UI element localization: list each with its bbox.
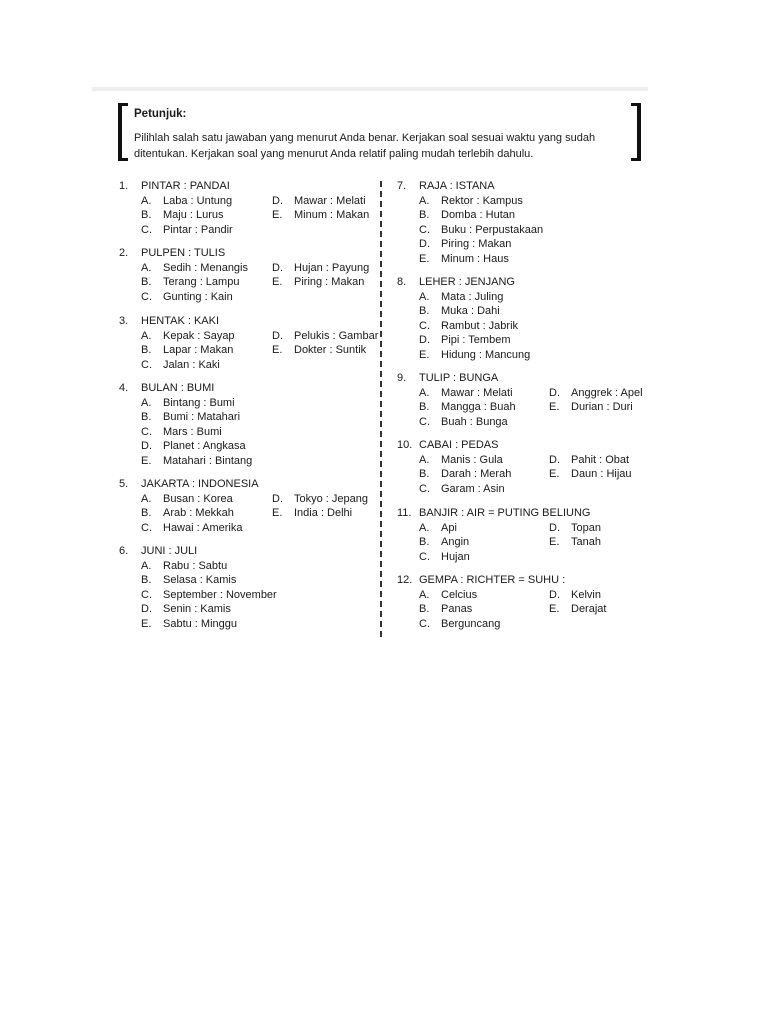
option-letter: B.	[141, 276, 152, 288]
option-text: Terang : Lampu	[163, 276, 240, 288]
option-text: Domba : Hutan	[441, 209, 515, 221]
option-text: Mangga : Buah	[441, 401, 516, 413]
answer-option[interactable]	[141, 492, 233, 507]
instructions-title: Petunjuk:	[134, 108, 187, 120]
option-text: Api	[441, 521, 457, 534]
option-letter: E.	[272, 507, 283, 519]
question-text: PULPEN : TULIS	[141, 247, 226, 259]
option-text: Daun : Hijau	[571, 468, 632, 480]
question-4	[119, 381, 369, 471]
left-bracket	[118, 103, 128, 161]
option-text: Bumi : Matahari	[163, 411, 241, 423]
option-text: Dokter : Suntik	[294, 344, 367, 356]
option-letter: B.	[419, 305, 430, 317]
option-letter: D.	[141, 440, 152, 452]
answer-option[interactable]	[141, 454, 252, 469]
question-text: PINTAR : PANDAI	[141, 180, 230, 192]
option-text: Hidung : Mancung	[441, 348, 531, 361]
option-letter: C.	[141, 588, 152, 601]
answer-option[interactable]	[419, 208, 515, 223]
option-text: Jalan : Kaki	[163, 358, 220, 371]
question-number: 7.	[397, 180, 407, 192]
option-letter: B.	[141, 411, 152, 423]
instructions-text: Pilihlah salah satu jawaban yang menurut Anda benar. Kerjakan soal sesuai waktu yang sudah ditentukan. Kerjakan soal yang menurut Anda relatif paling mudah terlebih dahulu.	[134, 132, 596, 160]
answer-option[interactable]	[141, 425, 222, 440]
answer-option[interactable]	[141, 343, 233, 358]
option-letter: E.	[419, 348, 430, 361]
option-letter: A.	[419, 521, 430, 534]
question-number: 12.	[397, 574, 413, 586]
question-stem	[119, 314, 369, 329]
answer-option[interactable]	[141, 275, 239, 290]
option-text: Anggrek : Apel	[571, 386, 643, 399]
option-letter: E.	[141, 454, 152, 467]
answer-option[interactable]	[141, 208, 224, 223]
option-letter: A.	[419, 194, 430, 207]
option-text: India : Delhi	[294, 507, 353, 519]
option-text: Rabu : Sabtu	[163, 559, 228, 572]
answer-option[interactable]	[419, 319, 518, 334]
option-text: Muka : Dahi	[441, 305, 500, 317]
answer-option[interactable]	[272, 194, 366, 209]
answer-option[interactable]	[549, 400, 633, 415]
option-text: Mawar : Melati	[294, 194, 366, 207]
answer-option[interactable]	[419, 194, 523, 209]
option-letter: B.	[419, 401, 430, 413]
option-letter: D.	[272, 194, 283, 207]
answer-option[interactable]	[419, 588, 477, 603]
option-letter: A.	[419, 386, 430, 399]
option-text: Panas	[441, 603, 473, 615]
option-letter: A.	[141, 492, 152, 505]
answer-option[interactable]	[141, 617, 237, 632]
answer-option[interactable]	[141, 396, 235, 411]
answer-option[interactable]	[419, 400, 516, 415]
answer-option[interactable]	[141, 521, 242, 536]
option-letter: C.	[419, 550, 430, 563]
option-letter: E.	[272, 344, 283, 356]
option-letter: D.	[419, 334, 430, 346]
answer-option[interactable]	[419, 304, 500, 319]
answer-option[interactable]	[419, 386, 513, 401]
answer-option[interactable]	[419, 467, 511, 482]
option-text: Busan : Korea	[163, 492, 233, 505]
option-text: Maju : Lurus	[163, 209, 224, 221]
option-text: Buah : Bunga	[441, 415, 508, 428]
option-text: Tokyo : Jepang	[294, 492, 368, 505]
option-text: Durian : Duri	[571, 401, 633, 413]
question-stem	[397, 275, 647, 290]
option-text: Angin	[441, 536, 470, 548]
option-letter: A.	[141, 194, 152, 207]
answer-option[interactable]	[419, 602, 472, 617]
option-text: Bintang : Bumi	[163, 396, 235, 409]
question-number: 6.	[119, 545, 129, 557]
answer-option[interactable]	[419, 550, 470, 565]
option-letter: C.	[419, 319, 430, 332]
top-rule	[92, 87, 648, 91]
answer-option[interactable]	[141, 194, 232, 209]
option-letter: E.	[549, 603, 560, 615]
option-letter: A.	[141, 261, 152, 274]
option-text: Lapar : Makan	[163, 344, 234, 356]
answer-option[interactable]	[549, 588, 601, 603]
option-letter: B.	[419, 468, 430, 480]
option-letter: E.	[272, 276, 283, 288]
option-text: Gunting : Kain	[163, 290, 233, 303]
option-letter: B.	[419, 536, 430, 548]
question-stem	[119, 246, 369, 261]
option-text: Selasa : Kamis	[163, 574, 237, 586]
answer-option[interactable]	[549, 386, 643, 401]
option-letter: A.	[141, 329, 152, 342]
option-letter: D.	[272, 492, 283, 505]
option-letter: C.	[419, 482, 430, 495]
option-text: Mata : Juling	[441, 290, 504, 303]
question-text: BANJIR : AIR = PUTING BELIUNG	[419, 507, 591, 519]
option-text: Mawar : Melati	[441, 386, 513, 399]
answer-option[interactable]	[141, 410, 240, 425]
question-text: JAKARTA : INDONESIA	[141, 478, 259, 490]
option-text: Darah : Merah	[441, 468, 512, 480]
option-letter: C.	[419, 415, 430, 428]
option-text: Tanah	[571, 536, 601, 548]
option-text: Hujan : Payung	[294, 261, 370, 274]
answer-option[interactable]	[272, 492, 368, 507]
answer-option[interactable]	[141, 573, 236, 588]
option-letter: A.	[419, 588, 430, 601]
answer-option[interactable]	[141, 358, 220, 373]
question-text: JUNI : JULI	[141, 545, 198, 557]
question-stem	[397, 179, 647, 194]
option-letter: D.	[549, 386, 560, 399]
answer-option[interactable]	[419, 348, 530, 363]
answer-option[interactable]	[419, 535, 469, 550]
option-text: Sabtu : Minggu	[163, 617, 237, 630]
option-text: Matahari : Bintang	[163, 454, 253, 467]
answer-option[interactable]	[141, 588, 277, 603]
option-text: Derajat	[571, 603, 607, 615]
option-text: Celcius	[441, 588, 478, 601]
answer-option[interactable]	[141, 261, 248, 276]
answer-option[interactable]	[272, 329, 378, 344]
question-text: HENTAK : KAKI	[141, 315, 220, 327]
question-number: 11.	[397, 507, 412, 519]
question-stem	[119, 381, 369, 396]
option-letter: D.	[419, 238, 430, 250]
answer-option[interactable]	[141, 439, 246, 454]
option-text: September : November	[163, 588, 277, 601]
answer-option[interactable]	[141, 506, 234, 521]
answer-option[interactable]	[549, 453, 629, 468]
option-letter: C.	[141, 425, 152, 438]
answer-option[interactable]	[141, 559, 227, 574]
question-text: LEHER : JENJANG	[419, 276, 515, 288]
question-stem	[397, 573, 647, 588]
option-letter: C.	[141, 290, 152, 303]
right-bracket	[631, 103, 641, 161]
answer-option[interactable]	[549, 602, 606, 617]
option-letter: B.	[141, 209, 152, 221]
option-letter: D.	[549, 588, 560, 601]
option-text: Rektor : Kampus	[441, 194, 523, 207]
option-letter: A.	[141, 396, 152, 409]
question-number: 9.	[397, 372, 407, 384]
option-letter: B.	[419, 603, 430, 615]
option-text: Berguncang	[441, 617, 501, 630]
question-6	[119, 544, 369, 634]
answer-option[interactable]	[272, 506, 352, 521]
question-text: RAJA : ISTANA	[419, 180, 495, 192]
option-letter: A.	[419, 290, 430, 303]
option-text: Rambut : Jabrik	[441, 319, 519, 332]
option-text: Mars : Bumi	[163, 425, 222, 438]
answer-option[interactable]	[141, 329, 235, 344]
option-letter: D.	[549, 453, 560, 466]
answer-option[interactable]	[419, 333, 511, 348]
answer-option[interactable]	[419, 617, 500, 632]
option-text: Manis : Gula	[441, 453, 503, 466]
option-text: Hawai : Amerika	[163, 521, 243, 534]
option-letter: B.	[419, 209, 430, 221]
question-stem	[119, 477, 369, 492]
option-letter: E.	[549, 401, 560, 413]
option-text: Pipi : Tembem	[441, 334, 511, 346]
option-text: Topan	[571, 521, 601, 534]
option-text: Kepak : Sayap	[163, 329, 235, 342]
option-text: Planet : Angkasa	[163, 440, 246, 452]
question-number: 1.	[119, 180, 129, 192]
answer-option[interactable]	[141, 290, 233, 305]
option-text: Sedih : Menangis	[163, 261, 248, 274]
question-stem	[119, 179, 369, 194]
answer-option[interactable]	[272, 261, 369, 276]
option-letter: A.	[419, 453, 430, 466]
option-letter: B.	[141, 507, 152, 519]
question-12	[397, 573, 647, 663]
option-letter: E.	[419, 252, 430, 265]
option-letter: D.	[272, 261, 283, 274]
option-letter: E.	[549, 536, 560, 548]
answer-option[interactable]	[272, 208, 369, 223]
option-text: Garam : Asin	[441, 482, 505, 495]
question-8	[397, 275, 647, 365]
option-text: Laba : Untung	[163, 194, 233, 207]
answer-option[interactable]	[419, 453, 503, 468]
answer-option[interactable]	[272, 275, 364, 290]
option-text: Senin : Kamis	[163, 603, 231, 615]
answer-option[interactable]	[549, 521, 601, 536]
question-text: TULIP : BUNGA	[419, 372, 499, 384]
option-letter: E.	[141, 617, 152, 630]
question-stem	[397, 506, 647, 521]
answer-option[interactable]	[419, 521, 457, 536]
option-text: Pahit : Obat	[571, 453, 630, 466]
answer-option[interactable]	[419, 237, 511, 252]
option-text: Piring : Makan	[441, 238, 512, 250]
question-7	[397, 179, 647, 269]
option-text: Pelukis : Gambar	[294, 329, 379, 342]
question-stem	[119, 544, 369, 559]
question-text: CABAI : PEDAS	[419, 439, 499, 451]
option-letter: D.	[549, 521, 560, 534]
option-letter: D.	[141, 603, 152, 615]
option-letter: C.	[141, 358, 152, 371]
option-letter: E.	[272, 209, 283, 221]
question-stem	[397, 438, 647, 453]
option-letter: C.	[419, 617, 430, 630]
option-letter: A.	[141, 559, 152, 572]
answer-option[interactable]	[419, 290, 503, 305]
option-text: Buku : Perpustakaan	[441, 223, 544, 236]
question-number: 10.	[397, 439, 413, 451]
option-letter: C.	[141, 521, 152, 534]
question-number: 4.	[119, 382, 129, 394]
answer-option[interactable]	[549, 467, 632, 482]
answer-option[interactable]	[141, 602, 231, 617]
question-number: 5.	[119, 478, 129, 490]
option-text: Hujan	[441, 550, 470, 563]
answer-option[interactable]	[272, 343, 366, 358]
answer-option[interactable]	[141, 223, 233, 238]
option-text: Minum : Makan	[294, 209, 370, 221]
option-letter: C.	[419, 223, 430, 236]
column-divider	[380, 181, 382, 637]
option-letter: B.	[141, 344, 152, 356]
question-text: BULAN : BUMI	[141, 382, 215, 394]
question-number: 2.	[119, 247, 129, 259]
option-letter: B.	[141, 574, 152, 586]
answer-option[interactable]	[419, 482, 505, 497]
option-text: Pintar : Pandir	[163, 223, 233, 236]
answer-option[interactable]	[419, 415, 508, 430]
question-number: 3.	[119, 315, 129, 327]
option-letter: E.	[549, 468, 560, 480]
answer-option[interactable]	[419, 252, 509, 267]
question-text: GEMPA : RICHTER = SUHU :	[419, 574, 566, 586]
question-number: 8.	[397, 276, 407, 288]
answer-option[interactable]	[549, 535, 601, 550]
option-letter: C.	[141, 223, 152, 236]
answer-option[interactable]	[419, 223, 543, 238]
option-letter: D.	[272, 329, 283, 342]
option-text: Minum : Haus	[441, 252, 509, 265]
option-text: Piring : Makan	[294, 276, 365, 288]
question-stem	[397, 371, 647, 386]
option-text: Arab : Mekkah	[163, 507, 234, 519]
option-text: Kelvin	[571, 588, 601, 601]
